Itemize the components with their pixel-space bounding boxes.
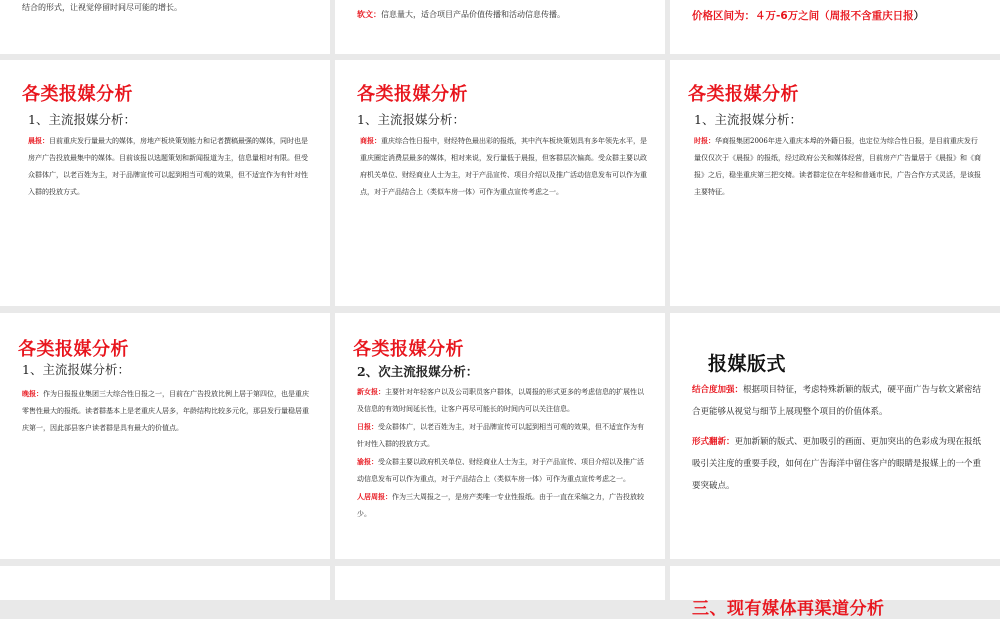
- list-item: [357, 488, 649, 523]
- slide-top-left[interactable]: [0, 0, 330, 54]
- slide-title: 各类报媒分析: [357, 84, 468, 105]
- price-range-text: [692, 3, 984, 29]
- price-close: ）: [913, 10, 925, 22]
- slide-body: [694, 132, 984, 201]
- list-item: [692, 379, 984, 423]
- slide-bottom-middle[interactable]: [335, 566, 665, 600]
- item-text: 信息量大，适合项目产品价值传播和活动信息传播。: [381, 10, 565, 19]
- list-item: [692, 431, 984, 497]
- item-text: 受众群主要以政府机关单位、财经商业人士为主，对于产品宣传、项目介绍以及推广活动信息发布可以作为重点，对于产品结合上（类似车房一体）可作为重点宣传考虑之一。: [357, 458, 644, 483]
- item-text: 更加新颖的版式、更加吸引的画面、更加突出的色彩成为现在报纸吸引关注度的重要手段，如何在广告海洋中留住客户的眼睛是报媒上的一个重要突破点。: [692, 437, 982, 491]
- item-text: 受众群体广，以老百姓为主，对于品牌宣传可以起到相当可观的效果，但不适宜作为有针对性入群的投放方式。: [357, 423, 644, 448]
- slide-subtitle: 1、主流报媒分析：: [357, 112, 465, 127]
- item-text: 华商报集团2006年进入重庆本埠的外籍日报，也定位为综合性日报，是目前重庆发行量仅仅次于《晨报》的报纸，经过政府公关和媒体经营，目前房产广告量居于《晨报》和《商报》之后，稳坐重庆第三把交椅。读者群定位在年轻和普通市民，广告合作方式灵活，是该报主要特征。: [694, 137, 981, 196]
- slide-body: [360, 132, 649, 201]
- item-label: 人居周报：: [357, 492, 392, 501]
- list-item: [357, 383, 649, 418]
- item-label: 商报：: [360, 136, 381, 145]
- slide-shangbao[interactable]: [335, 60, 665, 306]
- slide-title: 各类报媒分析: [688, 84, 799, 105]
- slide-title: 各类报媒分析: [18, 339, 129, 360]
- item-label: 形式翻新：: [692, 437, 735, 447]
- item-label: 渝报：: [357, 457, 378, 466]
- item-text: 作为三大周报之一，是房产类唯一专业性报纸。由于一直在采编之力，广告投放较少。: [357, 493, 644, 518]
- item-text: 作为日报报业集团三大综合性日报之一，目前在广告投放比例上居于第四位，也是重庆零售性最大的报纸。读者群基本上是老重庆人居多，年龄结构比较多元化，那县发行量稳居重庆第一，因此部县客户读者群是具有最大的价值点。: [22, 390, 309, 432]
- item-text: 主要针对年轻客户以及公司职员客户群体，以周报的形式更多的考虑信息的扩展性以及信息的有效时间延长性，让客户再尽可能长的时间内可以关注信息。: [357, 388, 644, 413]
- slide-secondary-media[interactable]: [335, 313, 665, 559]
- slide-body: [692, 379, 984, 497]
- item-label: 新女报：: [357, 387, 385, 396]
- slide-subtitle: 1、主流报媒分析：: [28, 112, 136, 127]
- slide-subtitle: 1、主流报媒分析：: [694, 112, 802, 127]
- slide-title: 各类报媒分析: [22, 84, 133, 105]
- item-label: 晚报：: [22, 389, 43, 398]
- slide-media-format[interactable]: [670, 313, 1000, 559]
- list-item: [357, 418, 649, 453]
- slide-body: [22, 385, 314, 437]
- item-text: 根据项目特征，考虑特殊新颖的版式，硬平面广告与软文紧密结合更能够从视觉与细节上展现整个项目的价值体系。: [692, 385, 982, 417]
- item-label: 结合度加强：: [692, 385, 744, 395]
- slide-title: 报媒版式: [708, 353, 787, 375]
- item-label: 晨报：: [28, 136, 49, 145]
- slide-title: 各类报媒分析: [353, 339, 464, 360]
- slide-body: [28, 132, 314, 201]
- slide-text: 结合的形式，让视觉停留时间尽可能的增长。: [22, 3, 182, 12]
- slide-top-middle[interactable]: [335, 0, 665, 54]
- list-item: [357, 453, 649, 488]
- slide-text: [357, 7, 649, 22]
- slide-body: [357, 383, 649, 523]
- item-text: 重庆综合性日报中，财经特色最出彩的报纸，其中汽车板块策划具有多年领先水平，是重庆圈定消费层最多的媒体，相对来说，发行量低于晨报，但客群层次偏高。受众群主要以政府机关单位、财经商业人士为主，对于产品宣传、项目介绍以及推广活动信息发布可以作为重点，对于产品结合上（类似车房一体）可作为重点宣传考虑之一。: [360, 137, 647, 196]
- slide-bottom-left[interactable]: [0, 566, 330, 600]
- slide-chenbao[interactable]: [0, 60, 330, 306]
- item-text: 目前重庆发行量最大的媒体，房地产板块策划能力和记者撰稿最强的媒体，同时也是房产广告投放最集中的媒体。目前该报以选题策划和新闻报道为主，信息量相对有限。但受众群体广，以老百姓为主，对于品牌宣传可以起到相当可观的效果，但不适宜作为有针对性入群的投放方式。: [28, 137, 308, 196]
- slide-shibao[interactable]: [670, 60, 1000, 306]
- price-text: 价格区间为：４万-6万之间（周报不含重庆日报: [692, 10, 914, 22]
- item-label: 日报：: [357, 422, 378, 431]
- item-label: 时报：: [694, 136, 715, 145]
- slide-subtitle: 1、主流报媒分析：: [22, 362, 130, 377]
- slide-bottom-right[interactable]: [670, 566, 1000, 619]
- slide-subtitle: 2、次主流报媒分析：: [357, 364, 479, 379]
- item-label: 软文：: [357, 9, 381, 19]
- slide-top-right[interactable]: [670, 0, 1000, 54]
- slide-wanbao[interactable]: [0, 313, 330, 559]
- slide-title: 三、现有媒体再渠道分析: [692, 599, 885, 619]
